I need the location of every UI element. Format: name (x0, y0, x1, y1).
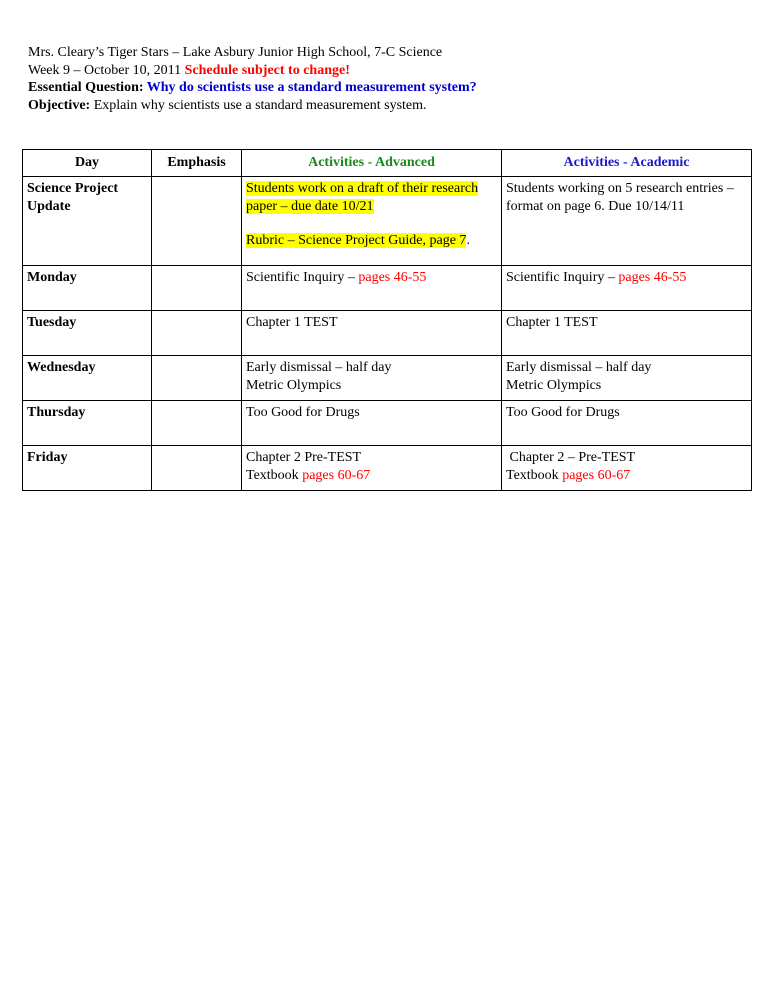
day-cell: Wednesday (23, 356, 152, 401)
day-cell: Science Project Update (23, 177, 152, 266)
rubric-period: . (466, 233, 470, 248)
activity-line: Chapter 2 Pre-TEST (246, 450, 362, 465)
academic-cell: Chapter 1 TEST (502, 311, 752, 356)
table-row (23, 311, 752, 356)
schedule-change-notice: Schedule subject to change! (184, 62, 350, 78)
activity-line: Early dismissal – half day (246, 360, 392, 375)
objective-text: Explain why scientists use a standard measurement system. (90, 97, 427, 113)
academic-cell (502, 266, 752, 311)
activity-line: Early dismissal – half day (506, 360, 652, 375)
day-cell: Thursday (23, 401, 152, 446)
academic-cell: Too Good for Drugs (502, 401, 752, 446)
activity-text: Scientific Inquiry – (246, 270, 359, 285)
weekly-schedule-table (22, 149, 752, 491)
academic-cell: Students working on 5 research entries – format on page 6. Due 10/14/11 (502, 177, 752, 266)
page-range: pages 46-55 (618, 270, 687, 285)
day-cell: Tuesday (23, 311, 152, 356)
day-cell: Friday (23, 446, 152, 491)
emphasis-cell (152, 177, 242, 266)
highlighted-draft-note: Students work on a draft of their research paper – due date 10/21 (246, 181, 479, 214)
advanced-cell (242, 446, 502, 491)
advanced-cell (242, 266, 502, 311)
objective (28, 97, 477, 115)
week-date: Week 9 – October 10, 2011 (28, 62, 185, 78)
page-range: pages 60-67 (562, 467, 631, 483)
essential-question (28, 79, 477, 97)
essential-question-text: Why do scientists use a standard measurement system? (143, 80, 477, 95)
page-range: pages 60-67 (302, 467, 371, 483)
table-row (23, 446, 752, 491)
advanced-cell: Too Good for Drugs (242, 401, 502, 446)
activity-line: Chapter 2 – Pre-TEST (506, 450, 636, 465)
header-activities-academic: Activities - Academic (502, 150, 752, 177)
table-row (23, 356, 752, 401)
advanced-cell (242, 356, 502, 401)
advanced-cell (242, 177, 502, 266)
essential-question-label: Essential Question: (28, 80, 144, 95)
highlighted-rubric-note: Rubric – Science Project Guide, page 7 (246, 233, 467, 248)
header-day: Day (23, 150, 152, 177)
document-header (28, 44, 477, 114)
advanced-cell: Chapter 1 TEST (242, 311, 502, 356)
week-line (28, 62, 477, 80)
emphasis-cell (152, 446, 242, 491)
activity-line: Metric Olympics (506, 377, 602, 393)
emphasis-cell (152, 356, 242, 401)
activity-text: Textbook (246, 467, 303, 483)
emphasis-cell (152, 401, 242, 446)
table-row (23, 266, 752, 311)
activity-line: Metric Olympics (246, 377, 342, 393)
header-emphasis: Emphasis (152, 150, 242, 177)
page-range: pages 46-55 (358, 270, 427, 285)
table-header-row (23, 150, 752, 177)
activity-line (246, 467, 497, 485)
day-cell: Monday (23, 266, 152, 311)
objective-label: Objective: (28, 97, 91, 113)
activity-text: Scientific Inquiry – (506, 270, 619, 285)
academic-cell (502, 446, 752, 491)
emphasis-cell (152, 266, 242, 311)
table-row (23, 401, 752, 446)
emphasis-cell (152, 311, 242, 356)
class-title: Mrs. Cleary’s Tiger Stars – Lake Asbury Junior High School, 7-C Science (28, 45, 443, 60)
activity-line (506, 467, 747, 485)
header-activities-advanced: Activities - Advanced (242, 150, 502, 177)
activity-text: Textbook (506, 467, 563, 483)
table-row (23, 177, 752, 266)
academic-cell (502, 356, 752, 401)
